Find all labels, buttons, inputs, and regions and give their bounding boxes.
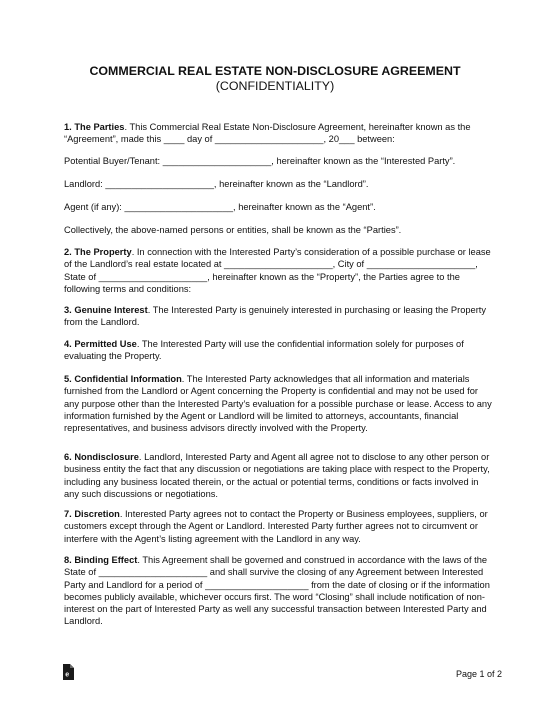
document-subtitle: (CONFIDENTIALITY) [215, 79, 335, 93]
section-heading: 1. The Parties [64, 122, 125, 132]
section-binding-effect [64, 554, 494, 628]
section-discretion [64, 508, 494, 545]
section-nondisclosure [64, 451, 494, 500]
buyer-line [64, 155, 494, 167]
section-heading: 8. Binding Effect [64, 555, 138, 565]
section-property [64, 246, 494, 295]
section-text: . This Agreement shall be governed and construed in accordance with the laws of the State of _____________________ and shall survive the closing of any Agreement between Interested Party and Landlord for a period of ____________________ from the date of closing or if the information becomes publicly available, whichever occurs first. The word “Closing” shall include notification of non-interest on the part of Interested Party as well any successful transaction between Interested Party and Landlord. [64, 555, 490, 627]
section-text: . The Interested Party acknowledges that all information and materials furnished from the Landlord or Agent concerning the Property is confidential and may not be used for any purpose other than the Interested Party’s evaluation for a possible purchase or lease. Access to any information furnished by the Agent or Landlord will be limited to attorneys, accountants, financial representatives, and business advisors directly involved with the Property. [64, 374, 492, 434]
page-number: Page 1 of 2 [455, 669, 502, 679]
section-text: Collectively, the above-named persons or entities, shall be known as the “Parties”. [64, 225, 402, 235]
section-heading: 6. Nondisclosure [64, 452, 139, 462]
section-text: . Landlord, Interested Party and Agent all agree not to disclose to any other person or business entity the fact that any discussion or negotiations are taking place with respect to the Property, including any business located therein, or the actual or potential terms, conditions or facts involved in any such discussions or negotiations. [64, 452, 490, 499]
section-parties [64, 121, 494, 146]
section-text: . In connection with the Interested Party’s consideration of a possible purchase or lease of the Landlord’s real estate located at _____________________, City of _____________________, State of _____________________, hereinafter known as the “Property”, the Parties agree to the following terms and conditions: [64, 247, 491, 294]
section-text: . The Interested Party will use the confidential information solely for purposes of evaluating the Property. [64, 339, 464, 362]
landlord-line [64, 178, 494, 190]
section-heading: 3. Genuine Interest [64, 305, 148, 315]
svg-text:e: e [65, 671, 70, 679]
section-text: . This Commercial Real Estate Non-Disclosure Agreement, hereinafter known as the “Agreement”, made this ____ day of _____________________, 20___ between: [64, 122, 471, 145]
section-text: Potential Buyer/Tenant: _____________________, hereinafter known as the “Interested Party”. [64, 156, 456, 166]
section-confidential-information [64, 373, 494, 434]
section-text: . The Interested Party is genuinely interested in purchasing or leasing the Property from the Landlord. [64, 305, 487, 328]
section-heading: 2. The Property [64, 247, 132, 257]
collectively-line [64, 224, 494, 236]
section-text: Agent (if any): _____________________, hereinafter known as the “Agent”. [64, 202, 376, 212]
section-heading: 5. Confidential Information [64, 374, 182, 384]
agent-line [64, 201, 494, 213]
section-heading: 7. Discretion [64, 509, 120, 519]
section-text: . Interested Party agrees not to contact the Property or Business employees, suppliers, or customers except through the Agent or Landlord. Interested Party further agrees not to circumvent or interfere with the Agent’s listing agreement with the Landlord in any way. [64, 509, 488, 544]
section-text: Landlord: _____________________, hereinafter known as the “Landlord”. [64, 179, 369, 189]
document-logo-icon [62, 664, 75, 681]
section-permitted-use [64, 338, 494, 363]
section-genuine-interest [64, 304, 494, 329]
section-heading: 4. Permitted Use [64, 339, 137, 349]
document-title: COMMERCIAL REAL ESTATE NON-DISCLOSURE AGREEMENT [89, 64, 461, 78]
